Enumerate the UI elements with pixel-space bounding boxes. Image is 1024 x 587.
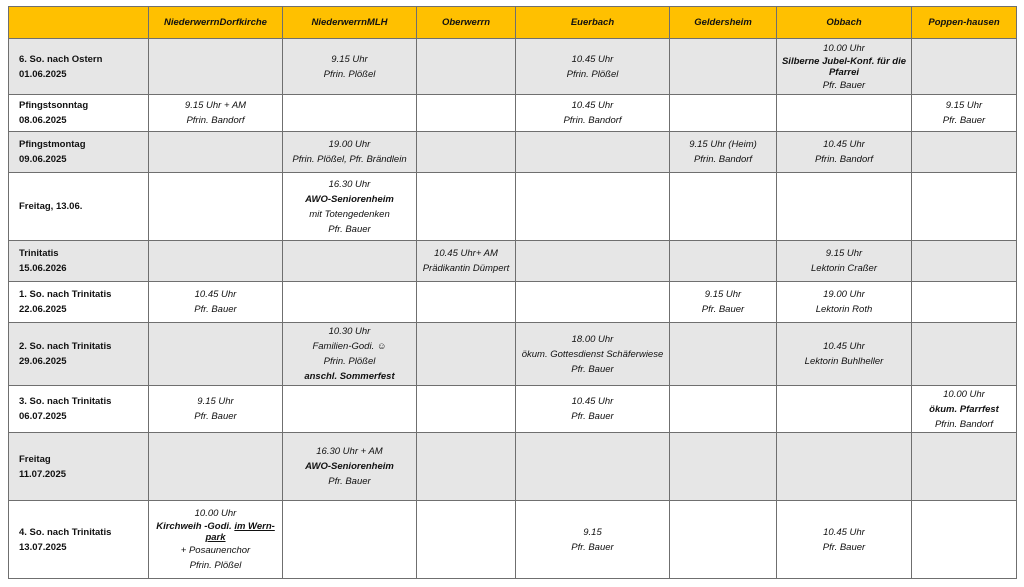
cell-geldersheim [670,323,777,386]
header-oberwerrn: Oberwerrn [417,7,516,39]
cell-euerbach [516,173,670,241]
schedule-container [8,6,1017,579]
cell-euerbach: 10.45 Uhr Pfr. Bauer [516,386,670,433]
date-cell: 1. So. nach Trinitatis 22.06.2025 [9,282,149,323]
cell-niederwerrn-dorfkirche [149,39,283,95]
cell-geldersheim [670,386,777,433]
date-cell: 6. So. nach Ostern 01.06.2025 [9,39,149,95]
header-niederwerrn-dorfkirche: NiederwerrnDorfkirche [149,7,283,39]
cell-niederwerrn-dorfkirche [149,132,283,173]
date-cell: 2. So. nach Trinitatis 29.06.2025 [9,323,149,386]
header-niederwerrn-mlh: NiederwerrnMLH [283,7,417,39]
table-row [9,282,1017,323]
cell-geldersheim: 9.15 Uhr (Heim) Pfrin. Bandorf [670,132,777,173]
cell-poppenhausen [912,132,1017,173]
cell-obbach [777,386,912,433]
header-obbach: Obbach [777,7,912,39]
date-cell: Pfingstsonntag 08.06.2025 [9,95,149,132]
cell-oberwerrn [417,132,516,173]
cell-geldersheim [670,95,777,132]
cell-niederwerrn-dorfkirche [149,323,283,386]
cell-niederwerrn-mlh: 9.15 Uhr Pfrin. Plößel [283,39,417,95]
cell-niederwerrn-mlh: 16.30 Uhr AWO-Seniorenheim mit Totengedenken Pfr. Bauer [283,173,417,241]
date-cell: Freitag 11.07.2025 [9,433,149,501]
cell-poppenhausen [912,241,1017,282]
header-row [9,7,1017,39]
cell-oberwerrn [417,282,516,323]
cell-euerbach: 10.45 Uhr Pfrin. Plößel [516,39,670,95]
cell-niederwerrn-mlh: 16.30 Uhr + AM AWO-Seniorenheim Pfr. Bauer [283,433,417,501]
cell-obbach: 9.15 Uhr Lektorin Craßer [777,241,912,282]
date-cell: 4. So. nach Trinitatis 13.07.2025 [9,501,149,579]
date-cell: Freitag, 13.06. [9,173,149,241]
table-row [9,95,1017,132]
cell-geldersheim [670,173,777,241]
cell-oberwerrn [417,323,516,386]
table-row [9,386,1017,433]
table-row [9,241,1017,282]
cell-oberwerrn [417,433,516,501]
header-date [9,7,149,39]
cell-poppenhausen [912,173,1017,241]
cell-niederwerrn-mlh [283,282,417,323]
cell-poppenhausen [912,282,1017,323]
cell-euerbach: 18.00 Uhr ökum. Gottesdienst Schäferwiese Pfr. Bauer [516,323,670,386]
cell-niederwerrn-dorfkirche: 10.45 Uhr Pfr. Bauer [149,282,283,323]
cell-niederwerrn-dorfkirche [149,173,283,241]
cell-niederwerrn-mlh [283,386,417,433]
cell-poppenhausen [912,501,1017,579]
cell-geldersheim [670,501,777,579]
cell-oberwerrn: 10.45 Uhr+ AM Prädikantin Dümpert [417,241,516,282]
header-euerbach: Euerbach [516,7,670,39]
cell-obbach [777,433,912,501]
table-row [9,433,1017,501]
cell-obbach: 10.00 Uhr Silberne Jubel-Konf. für die Pfarrei Pfr. Bauer [777,39,912,95]
cell-poppenhausen [912,39,1017,95]
cell-niederwerrn-mlh [283,241,417,282]
cell-euerbach: 9.15 Pfr. Bauer [516,501,670,579]
date-cell: Pfingstmontag 09.06.2025 [9,132,149,173]
cell-euerbach [516,132,670,173]
cell-niederwerrn-mlh [283,95,417,132]
date-cell: 3. So. nach Trinitatis 06.07.2025 [9,386,149,433]
cell-oberwerrn [417,95,516,132]
table-row [9,323,1017,386]
cell-geldersheim [670,241,777,282]
cell-niederwerrn-dorfkirche: 9.15 Uhr Pfr. Bauer [149,386,283,433]
cell-euerbach: 10.45 Uhr Pfrin. Bandorf [516,95,670,132]
cell-geldersheim [670,39,777,95]
table-row [9,501,1017,579]
cell-obbach: 19.00 Uhr Lektorin Roth [777,282,912,323]
table-row [9,173,1017,241]
cell-geldersheim [670,433,777,501]
cell-oberwerrn [417,386,516,433]
table-row [9,39,1017,95]
date-cell: Trinitatis 15.06.2026 [9,241,149,282]
cell-oberwerrn [417,501,516,579]
cell-obbach [777,95,912,132]
cell-niederwerrn-dorfkirche: 10.00 Uhr Kirchweih -Godi. im Wern-park + Posaunenchor Pfrin. Plößel [149,501,283,579]
cell-poppenhausen: 9.15 Uhr Pfr. Bauer [912,95,1017,132]
cell-obbach: 10.45 Uhr Pfr. Bauer [777,501,912,579]
cell-euerbach [516,282,670,323]
cell-euerbach [516,241,670,282]
cell-poppenhausen: 10.00 Uhr ökum. Pfarrfest Pfrin. Bandorf [912,386,1017,433]
cell-niederwerrn-dorfkirche [149,241,283,282]
cell-oberwerrn [417,39,516,95]
cell-poppenhausen [912,323,1017,386]
table-row [9,132,1017,173]
cell-niederwerrn-mlh: 10.30 Uhr Familien-Godi. ☺ Pfrin. Plößel anschl. Sommerfest [283,323,417,386]
cell-niederwerrn-dorfkirche [149,433,283,501]
cell-geldersheim: 9.15 Uhr Pfr. Bauer [670,282,777,323]
cell-niederwerrn-mlh [283,501,417,579]
header-poppenhausen: Poppen-hausen [912,7,1017,39]
cell-oberwerrn [417,173,516,241]
cell-obbach [777,173,912,241]
cell-poppenhausen [912,433,1017,501]
cell-niederwerrn-mlh: 19.00 Uhr Pfrin. Plößel, Pfr. Brändlein [283,132,417,173]
cell-obbach: 10.45 Uhr Lektorin Buhlheller [777,323,912,386]
cell-niederwerrn-dorfkirche: 9.15 Uhr + AM Pfrin. Bandorf [149,95,283,132]
cell-obbach: 10.45 Uhr Pfrin. Bandorf [777,132,912,173]
header-geldersheim: Geldersheim [670,7,777,39]
cell-euerbach [516,433,670,501]
service-schedule-table [8,6,1017,579]
